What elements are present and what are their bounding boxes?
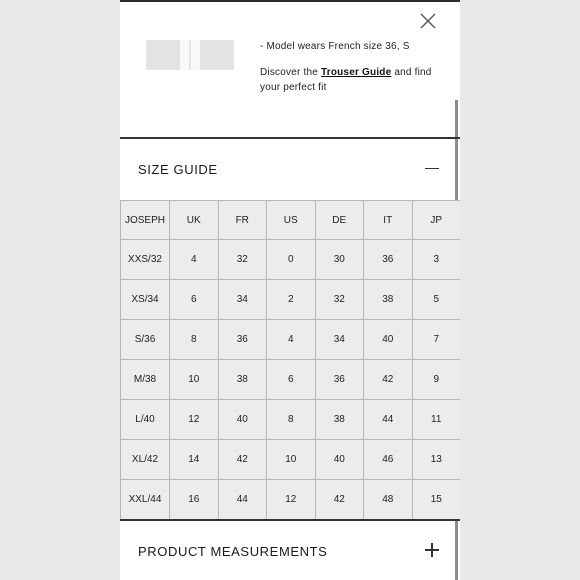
product-measurements-title[interactable]: PRODUCT MEASUREMENTS <box>138 544 328 559</box>
trouser-leg-left <box>180 40 189 70</box>
table-cell: 12 <box>267 480 316 520</box>
table-cell: 44 <box>218 480 267 520</box>
table-cell: 3 <box>412 240 460 280</box>
table-row <box>121 480 461 520</box>
table-cell: 13 <box>412 440 460 480</box>
table-cell: 48 <box>364 480 413 520</box>
product-thumbnail <box>146 40 234 70</box>
trouser-guide-text <box>260 65 450 95</box>
header-cell: JOSEPH <box>121 201 170 240</box>
table-cell: XL/42 <box>121 440 170 480</box>
table-row <box>121 400 461 440</box>
header-cell: IT <box>364 201 413 240</box>
table-cell: 42 <box>218 440 267 480</box>
table-cell: 30 <box>315 240 364 280</box>
table-cell: 16 <box>170 480 219 520</box>
section-divider <box>120 519 460 521</box>
size-guide-title[interactable]: SIZE GUIDE <box>138 162 218 177</box>
table-header-row <box>121 201 461 240</box>
table-row <box>121 240 461 280</box>
header-cell: JP <box>412 201 460 240</box>
guide-prefix: Discover the <box>260 67 321 78</box>
top-border <box>120 0 460 2</box>
table-cell: 42 <box>315 480 364 520</box>
table-cell: 5 <box>412 280 460 320</box>
table-cell: 7 <box>412 320 460 360</box>
header-cell: US <box>267 201 316 240</box>
table-cell: 34 <box>218 280 267 320</box>
table-cell: 46 <box>364 440 413 480</box>
trouser-leg-right <box>191 40 200 70</box>
table-cell: L/40 <box>121 400 170 440</box>
table-cell: 32 <box>315 280 364 320</box>
table-cell: 8 <box>267 400 316 440</box>
plus-icon[interactable] <box>425 543 439 557</box>
header-cell: FR <box>218 201 267 240</box>
header-cell: DE <box>315 201 364 240</box>
table-cell: 8 <box>170 320 219 360</box>
table-cell: 40 <box>315 440 364 480</box>
table-cell: 0 <box>267 240 316 280</box>
size-guide-panel <box>120 0 460 580</box>
table-cell: 9 <box>412 360 460 400</box>
table-cell: 36 <box>218 320 267 360</box>
table-cell: 15 <box>412 480 460 520</box>
table-cell: S/36 <box>121 320 170 360</box>
table-row <box>121 360 461 400</box>
table-cell: XS/34 <box>121 280 170 320</box>
size-table <box>120 200 460 520</box>
table-cell: XXL/44 <box>121 480 170 520</box>
trouser-guide-link[interactable]: Trouser Guide <box>320 67 392 78</box>
table-cell: 36 <box>364 240 413 280</box>
table-row <box>121 440 461 480</box>
model-size-note: - Model wears French size 36, S <box>260 41 410 52</box>
table-cell: 34 <box>315 320 364 360</box>
table-cell: 42 <box>364 360 413 400</box>
table-cell: 2 <box>267 280 316 320</box>
table-cell: XXS/32 <box>121 240 170 280</box>
table-cell: 38 <box>364 280 413 320</box>
table-cell: 40 <box>218 400 267 440</box>
section-divider <box>120 137 460 139</box>
table-cell: 11 <box>412 400 460 440</box>
table-cell: 4 <box>170 240 219 280</box>
table-cell: 44 <box>364 400 413 440</box>
table-cell: 6 <box>170 280 219 320</box>
minus-icon[interactable] <box>425 168 439 169</box>
table-cell: 40 <box>364 320 413 360</box>
guide-suffix: and find your perfect fit <box>260 67 432 93</box>
table-cell: 10 <box>267 440 316 480</box>
table-row <box>121 320 461 360</box>
table-cell: 10 <box>170 360 219 400</box>
table-cell: 4 <box>267 320 316 360</box>
table-cell: M/38 <box>121 360 170 400</box>
header-cell: UK <box>170 201 219 240</box>
table-cell: 38 <box>218 360 267 400</box>
table-cell: 36 <box>315 360 364 400</box>
table-cell: 38 <box>315 400 364 440</box>
table-row <box>121 280 461 320</box>
close-icon[interactable] <box>418 11 438 31</box>
table-cell: 14 <box>170 440 219 480</box>
table-cell: 32 <box>218 240 267 280</box>
table-cell: 6 <box>267 360 316 400</box>
table-cell: 12 <box>170 400 219 440</box>
